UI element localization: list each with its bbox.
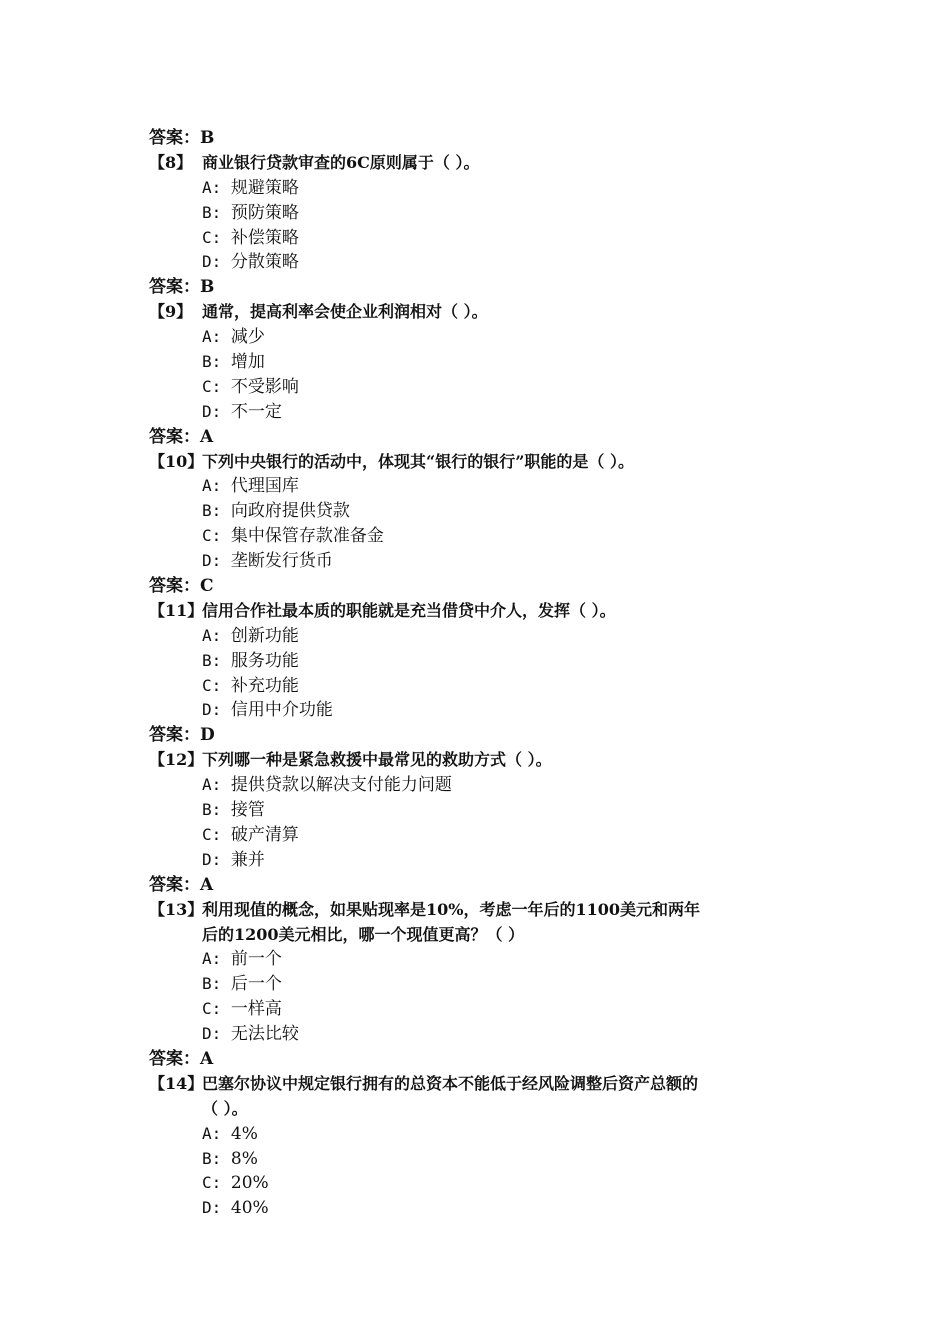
question-item: [0, 300, 950, 325]
option-text: 不一定: [230, 401, 282, 422]
option-key: D:: [202, 849, 222, 869]
option-item: [0, 1171, 950, 1196]
question-item: [0, 1072, 950, 1122]
answer-value: B: [200, 277, 215, 298]
option-text: 向政府提供贷款: [230, 501, 350, 522]
option-text: 20%: [230, 1173, 269, 1194]
option-text: 补充功能: [230, 675, 299, 696]
question-number: 【11】: [149, 600, 204, 620]
option-text: 不受影响: [230, 376, 299, 397]
option-item: [0, 674, 950, 699]
answer-line: [0, 126, 950, 151]
option-text: 服务功能: [230, 650, 299, 671]
question-text: 后的1200美元相比，哪一个现值更高？（ ）: [202, 924, 525, 944]
question-number: 【9】: [149, 302, 193, 322]
answer-line: [0, 1047, 950, 1072]
question-text: 巴塞尔协议中规定银行拥有的总资本不能低于经风险调整后资产总额的: [202, 1073, 699, 1093]
option-item: [0, 997, 950, 1022]
option-key: D:: [202, 252, 222, 272]
option-key: C:: [202, 824, 222, 844]
option-text: 代理国库: [230, 476, 299, 497]
question-number: 【8】: [149, 152, 193, 172]
question-text: 商业银行贷款审查的6C原则属于（ ）。: [202, 152, 480, 172]
option-key: C:: [202, 376, 222, 396]
option-key: D:: [202, 551, 222, 571]
option-text: 40%: [230, 1198, 269, 1219]
option-text: 兼并: [230, 849, 265, 870]
question-text-line: [149, 151, 950, 176]
option-item: [0, 549, 950, 574]
option-key: C:: [202, 1173, 222, 1193]
option-text: 预防策略: [230, 202, 299, 223]
answer-value: D: [200, 725, 215, 746]
question-text: 下列中央银行的活动中，体现其“银行的银行”职能的是（ ）。: [202, 451, 634, 471]
question-text-line: [149, 748, 950, 773]
document-page: [0, 126, 950, 1221]
question-text-line: [149, 300, 950, 325]
question-text: 利用现值的概念，如果贴现率是10%，考虑一年后的1100美元和两年: [202, 899, 701, 919]
answer-line: [0, 425, 950, 450]
option-item: [0, 499, 950, 524]
option-item: [0, 1022, 950, 1047]
option-key: D:: [202, 700, 222, 720]
option-text: 增加: [230, 352, 265, 373]
option-text: 规避策略: [230, 177, 299, 198]
option-item: [0, 400, 950, 425]
option-item: [0, 325, 950, 350]
option-item: [0, 226, 950, 251]
option-text: 减少: [230, 327, 265, 348]
option-item: [0, 649, 950, 674]
answer-value: A: [200, 1048, 214, 1069]
option-key: C:: [202, 227, 222, 247]
option-item: [0, 250, 950, 275]
option-text: 信用中介功能: [230, 700, 333, 721]
option-text: 集中保管存款准备金: [230, 526, 384, 547]
question-number: 【12】: [149, 750, 204, 770]
question-number: 【14】: [149, 1073, 204, 1093]
option-key: A:: [202, 327, 222, 347]
answer-line: [0, 723, 950, 748]
question-text: 通常，提高利率会使企业利润相对（ ）。: [202, 302, 488, 322]
option-item: [0, 823, 950, 848]
option-key: A:: [202, 1123, 222, 1143]
question-text-line: [149, 1097, 950, 1122]
option-key: B:: [202, 800, 222, 820]
option-key: A:: [202, 625, 222, 645]
answer-label: 答案：: [149, 426, 200, 447]
question-item: [0, 450, 950, 475]
answer-label: 答案：: [149, 128, 200, 148]
option-item: [0, 698, 950, 723]
option-text: 前一个: [230, 949, 282, 970]
option-key: B:: [202, 352, 222, 372]
option-text: 后一个: [230, 974, 282, 995]
option-key: A:: [202, 177, 222, 197]
option-text: 创新功能: [230, 625, 299, 646]
answer-value: A: [200, 874, 214, 895]
option-text: 垄断发行货币: [230, 551, 333, 572]
answer-value: B: [200, 128, 215, 148]
option-key: A:: [202, 775, 222, 795]
question-text: （ ）。: [202, 1098, 248, 1118]
answer-value: A: [200, 426, 214, 447]
question-text-line: [149, 1072, 950, 1097]
answer-label: 答案：: [149, 1048, 200, 1069]
option-item: [0, 350, 950, 375]
answer-label: 答案：: [149, 277, 200, 298]
option-item: [0, 1122, 950, 1147]
option-key: B:: [202, 1148, 222, 1168]
option-text: 分散策略: [230, 252, 299, 273]
question-text-line: [149, 898, 950, 923]
option-key: B:: [202, 974, 222, 994]
question-number: 【13】: [149, 899, 204, 919]
option-key: D:: [202, 401, 222, 421]
option-item: [0, 848, 950, 873]
option-item: [0, 1196, 950, 1221]
option-key: A:: [202, 476, 222, 496]
option-key: C:: [202, 675, 222, 695]
option-key: D:: [202, 1198, 222, 1218]
option-item: [0, 972, 950, 997]
option-text: 提供贷款以解决支付能力问题: [230, 775, 452, 796]
answer-label: 答案：: [149, 725, 200, 746]
option-item: [0, 176, 950, 201]
option-key: B:: [202, 501, 222, 521]
question-item: [0, 748, 950, 773]
answer-value: C: [200, 576, 214, 597]
question-list: [0, 151, 950, 1221]
answer-label: 答案：: [149, 576, 200, 597]
option-item: [0, 201, 950, 226]
answer-line: [0, 275, 950, 300]
option-text: 4%: [230, 1123, 258, 1144]
question-text-line: [149, 599, 950, 624]
option-text: 接管: [230, 800, 265, 821]
option-item: [0, 624, 950, 649]
question-item: [0, 599, 950, 624]
option-key: C:: [202, 999, 222, 1019]
question-text: 信用合作社最本质的职能就是充当借贷中介人，发挥（ ）。: [202, 600, 616, 620]
option-text: 8%: [230, 1148, 258, 1169]
option-text: 无法比较: [230, 1024, 299, 1045]
question-text-line: [149, 450, 950, 475]
option-item: [0, 1147, 950, 1172]
option-key: C:: [202, 526, 222, 546]
question-item: [0, 898, 950, 948]
answer-line: [0, 873, 950, 898]
question-text-line: [149, 923, 950, 948]
option-item: [0, 375, 950, 400]
answer-line: [0, 574, 950, 599]
option-item: [0, 474, 950, 499]
option-key: A:: [202, 949, 222, 969]
option-key: B:: [202, 650, 222, 670]
option-text: 破产清算: [230, 824, 299, 845]
question-item: [0, 151, 950, 176]
option-key: D:: [202, 1024, 222, 1044]
option-item: [0, 773, 950, 798]
option-item: [0, 524, 950, 549]
option-key: B:: [202, 202, 222, 222]
question-number: 【10】: [149, 451, 204, 471]
option-text: 一样高: [230, 999, 282, 1020]
option-item: [0, 947, 950, 972]
option-text: 补偿策略: [230, 227, 299, 248]
option-item: [0, 798, 950, 823]
answer-label: 答案：: [149, 874, 200, 895]
question-text: 下列哪一种是紧急救援中最常见的救助方式（ ）。: [202, 750, 552, 770]
